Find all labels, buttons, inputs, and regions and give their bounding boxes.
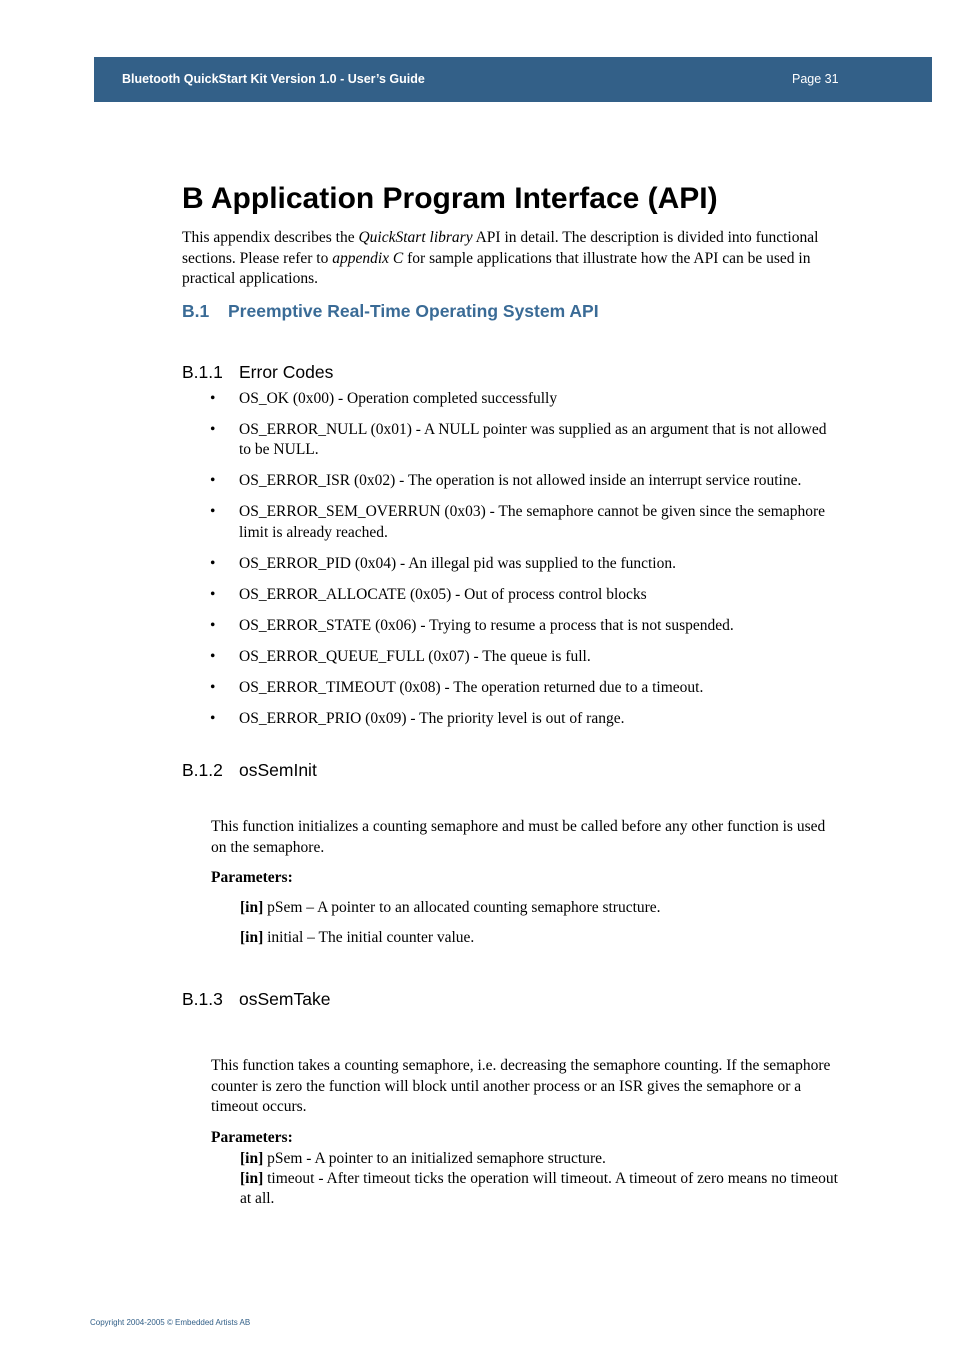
ossemtake-block [211,1056,842,1148]
list-item: • OS_ERROR_PID (0x04) - An illegal pid was supplied to the function. [182,554,842,575]
param-psem: [in] pSem - A pointer to an initialized semaphore structure. [240,1149,606,1167]
list-item: • OS_OK (0x00) - Operation completed successfully [182,389,842,410]
parameters-label: Parameters: [211,869,293,886]
list-item: • OS_ERROR_PRIO (0x09) - The priority level is out of range. [182,709,842,730]
list-item: • OS_ERROR_SEM_OVERRUN (0x03) - The semaphore cannot be given since the semaphore limit is already reached. [210,503,826,541]
list-item: • OS_ERROR_STATE (0x06) - Trying to resume a process that is not suspended. [182,616,842,637]
copyright-footer: Copyright 2004-2005 © Embedded Artists AB [90,1318,251,1327]
list-item: • OS_ERROR_ALLOCATE (0x05) - Out of process control blocks [182,585,842,606]
bullet-icon: • [210,389,216,407]
ossemint-description: This function initializes a counting semaphore and must be called before any other function is used on the semaphore. [211,818,826,856]
bullet-icon: • [210,503,216,520]
param-timeout: [in] timeout - After timeout ticks the operation will timeout. A timeout of zero means no timeout at all. [240,1169,838,1207]
appendix-c-ref: appendix C [332,249,404,267]
list-item: • OS_ERROR_NULL (0x01) - A NULL pointer was supplied as an argument that is not allowed to be NULL. [210,420,827,458]
section-b11-heading: B.1.1 Error Codes [182,361,334,382]
ossemtake-description: This function takes a counting semaphore, i.e. decreasing the semaphore counting. If the semaphore counter is zero the function will block until another process or an ISR gives the semaphore or a timeout occurs. [211,1057,831,1115]
list-item: • OS_ERROR_QUEUE_FULL (0x07) - The queue is full. [182,647,842,668]
param-psem: [in] pSem – A pointer to an allocated counting semaphore structure. [240,899,661,916]
list-item: • OS_ERROR_TIMEOUT (0x08) - The operation returned due to a timeout. [182,678,842,699]
error-codes-list [182,389,842,730]
bullet-icon: • [210,616,216,634]
param-initial: [in] initial – The initial counter value. [240,929,475,946]
quickstart-library-ref: QuickStart library [358,229,473,246]
bullet-icon: • [210,585,216,603]
bullet-icon: • [210,420,216,438]
ossemint-block [211,817,842,888]
bullet-icon: • [210,554,216,572]
bullet-icon: • [210,472,216,489]
section-b12-heading: B.1.2 osSemInit [182,760,317,780]
bullet-icon: • [210,709,216,727]
appendix-title: B Application Program Interface (API) [182,182,718,215]
list-item: • OS_ERROR_ISR (0x02) - The operation is not allowed inside an interrupt service routine. [182,471,842,492]
bullet-icon: • [210,647,216,665]
document-title: Bluetooth QuickStart Kit Version 1.0 - User’s Guide [122,72,425,86]
section-b1-heading: B.1 Preemptive Real-Time Operating System API [182,300,599,321]
intro-paragraph: This appendix describes the QuickStart library API in detail. The description is divided into functional sections. Please refer to appendix C for sample applications that illustrate how the API can be used in practical applications. [182,229,819,287]
page-content [182,180,842,1209]
parameters-label: Parameters: [211,1128,293,1146]
bullet-icon: • [210,678,216,696]
page-number: Page 31 [792,72,839,86]
section-b13-heading: B.1.3 osSemTake [182,989,331,1009]
page-header [94,57,932,102]
